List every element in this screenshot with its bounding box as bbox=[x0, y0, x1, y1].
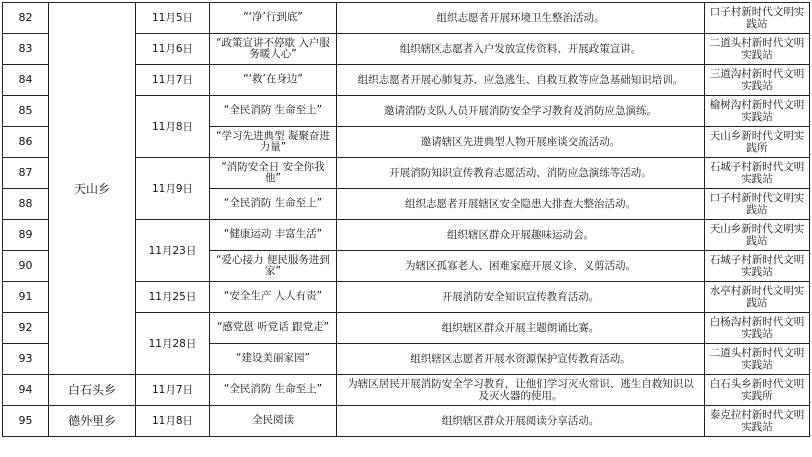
row-number: 86 bbox=[3, 127, 49, 158]
date-cell: 11月8日 bbox=[136, 96, 210, 158]
date-cell: 11月8日 bbox=[136, 406, 210, 437]
content-cell: 为辖区居民开展消防安全学习教育，让他们学习灭火常识、逃生自救知识以及灭火器的使用。 bbox=[337, 375, 705, 406]
content-cell: 组织志愿者开展环境卫生整治活动。 bbox=[337, 3, 705, 34]
row-number: 91 bbox=[3, 282, 49, 313]
content-cell: 组织辖区志愿者开展水资源保护宣传教育活动。 bbox=[337, 344, 705, 375]
town-cell: 德外里乡 bbox=[49, 406, 136, 437]
content-cell: 组织志愿者开展辖区安全隐患大排查大整治活动。 bbox=[337, 189, 705, 220]
place-cell: 二道头村新时代文明实践站 bbox=[705, 344, 810, 375]
row-number: 93 bbox=[3, 344, 49, 375]
row-number: 87 bbox=[3, 158, 49, 189]
date-cell: 11月7日 bbox=[136, 375, 210, 406]
date-cell: 11月23日 bbox=[136, 220, 210, 282]
town-cell: 天山乡 bbox=[49, 3, 136, 375]
theme-cell: “全民消防 生命至上” bbox=[210, 96, 337, 127]
place-cell: 白杨沟村新时代文明实践站 bbox=[705, 313, 810, 344]
content-cell: 组织辖区志愿者入户发放宣传资料、开展政策宣讲。 bbox=[337, 34, 705, 65]
place-cell: 水亭村新时代文明实践站 bbox=[705, 282, 810, 313]
place-cell: 二道头村新时代文明实践站 bbox=[705, 34, 810, 65]
table-row bbox=[3, 3, 810, 34]
theme-cell: “‘救’在身边” bbox=[210, 65, 337, 96]
content-cell: 开展消防安全知识宣传教育活动。 bbox=[337, 282, 705, 313]
row-number: 90 bbox=[3, 251, 49, 282]
place-cell: 口子村新时代文明实践站 bbox=[705, 189, 810, 220]
row-number: 84 bbox=[3, 65, 49, 96]
place-cell: 石城子村新时代文明实践站 bbox=[705, 251, 810, 282]
row-number: 89 bbox=[3, 220, 49, 251]
row-number: 82 bbox=[3, 3, 49, 34]
row-number: 95 bbox=[3, 406, 49, 437]
row-number: 85 bbox=[3, 96, 49, 127]
theme-cell: “安全生产 人人有责” bbox=[210, 282, 337, 313]
place-cell: 泰克拉村新时代文明实践站 bbox=[705, 406, 810, 437]
theme-cell: “感党恩 听党话 跟党走” bbox=[210, 313, 337, 344]
content-cell: 组织辖区群众开展趣味运动会。 bbox=[337, 220, 705, 251]
date-cell: 11月9日 bbox=[136, 158, 210, 220]
date-cell: 11月6日 bbox=[136, 34, 210, 65]
activity-table bbox=[2, 2, 810, 437]
theme-cell: 全民阅读 bbox=[210, 406, 337, 437]
row-number: 92 bbox=[3, 313, 49, 344]
content-cell: 为辖区孤寡老人、困难家庭开展义诊、义剪活动。 bbox=[337, 251, 705, 282]
date-cell: 11月5日 bbox=[136, 3, 210, 34]
place-cell: 榆树沟村新时代文明实践站 bbox=[705, 96, 810, 127]
theme-cell: “‘净’行到底” bbox=[210, 3, 337, 34]
table-row bbox=[3, 375, 810, 406]
town-cell: 白石头乡 bbox=[49, 375, 136, 406]
content-cell: 组织辖区群众开展阅读分享活动。 bbox=[337, 406, 705, 437]
table-row bbox=[3, 406, 810, 437]
content-cell: 开展消防知识宣传教育志愿活动、消防应急演练等活动。 bbox=[337, 158, 705, 189]
date-cell: 11月7日 bbox=[136, 65, 210, 96]
row-number: 88 bbox=[3, 189, 49, 220]
row-number: 83 bbox=[3, 34, 49, 65]
content-cell: 组织志愿者开展心肺复苏、应急逃生、自救互救等应急基础知识培训。 bbox=[337, 65, 705, 96]
row-number: 94 bbox=[3, 375, 49, 406]
theme-cell: “爱心接力 便民服务进到家” bbox=[210, 251, 337, 282]
place-cell: 石城子村新时代文明实践站 bbox=[705, 158, 810, 189]
theme-cell: “全民消防 生命至上” bbox=[210, 189, 337, 220]
theme-cell: “建设美丽家园” bbox=[210, 344, 337, 375]
date-cell: 11月25日 bbox=[136, 282, 210, 313]
content-cell: 组织辖区群众开展主题朗诵比赛。 bbox=[337, 313, 705, 344]
place-cell: 天山乡新时代文明实践所 bbox=[705, 127, 810, 158]
content-cell: 邀请消防支队人员开展消防安全学习教育及消防应急演练。 bbox=[337, 96, 705, 127]
place-cell: 三道沟村新时代文明实践站 bbox=[705, 65, 810, 96]
theme-cell: “消防安全日 安全你我他” bbox=[210, 158, 337, 189]
place-cell: 口子村新时代文明实践站 bbox=[705, 3, 810, 34]
theme-cell: “学习先进典型 凝聚奋进力量” bbox=[210, 127, 337, 158]
content-cell: 邀请辖区先进典型人物开展座谈交流活动。 bbox=[337, 127, 705, 158]
date-cell: 11月28日 bbox=[136, 313, 210, 375]
theme-cell: “政策宣讲不停歇 入户服务暖人心” bbox=[210, 34, 337, 65]
place-cell: 白石头乡新时代文明实践所 bbox=[705, 375, 810, 406]
theme-cell: “健康运动 丰富生活” bbox=[210, 220, 337, 251]
theme-cell: “全民消防 生命至上” bbox=[210, 375, 337, 406]
place-cell: 天山乡新时代文明实践站 bbox=[705, 220, 810, 251]
